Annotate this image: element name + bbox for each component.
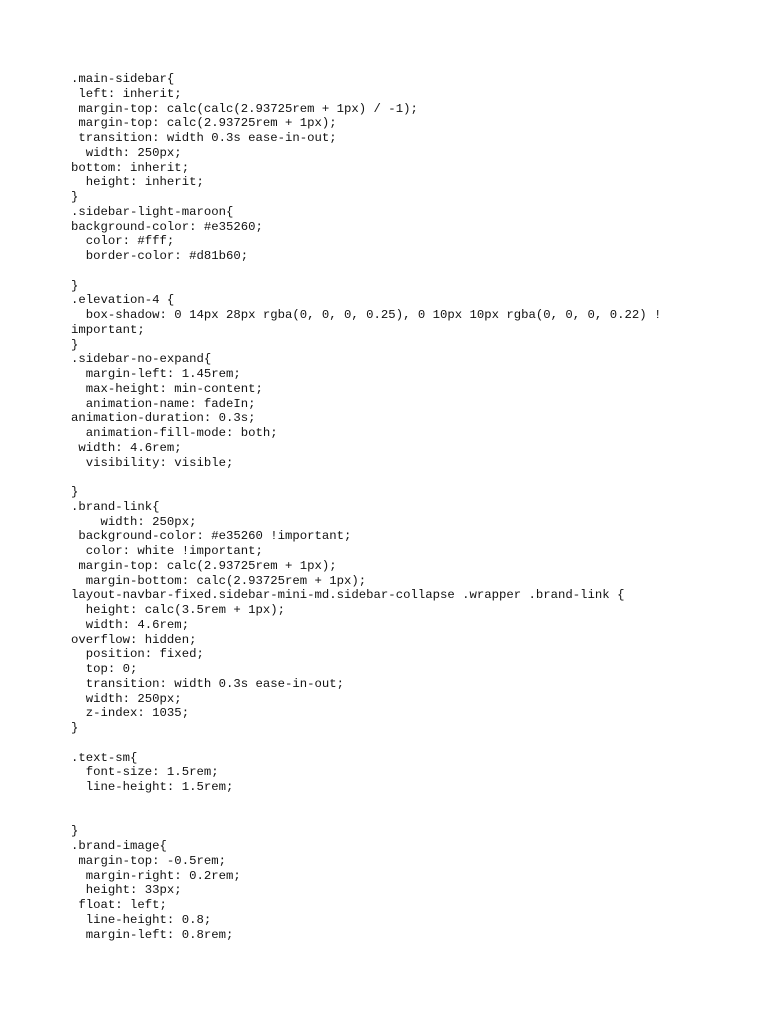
code-line: background-color: #e35260 !important; xyxy=(71,529,352,544)
code-line: .elevation-4 { xyxy=(71,293,175,308)
code-line: position: fixed; xyxy=(71,647,204,662)
code-line: bottom: inherit; xyxy=(71,160,190,175)
code-line: top: 0; xyxy=(71,662,138,676)
code-line: } xyxy=(71,337,79,352)
code-line: max-height: min-content; xyxy=(71,381,263,396)
code-line: animation-name: fadeIn; xyxy=(71,396,256,411)
code-line: box-shadow: 0 14px 28px rgba(0, 0, 0, 0.25), 0 10px 10px rgba(0, 0, 0, 0.22) ! xyxy=(71,308,662,322)
code-line xyxy=(71,264,731,279)
code-line: transition: width 0.3s ease-in-out; xyxy=(71,131,337,145)
code-line: background-color: #e35260; xyxy=(71,219,263,234)
code-line: } xyxy=(71,190,79,204)
code-line: line-height: 1.5rem; xyxy=(71,780,234,794)
code-line: font-size: 1.5rem; xyxy=(71,765,219,780)
code-line: .text-sm{ xyxy=(71,750,138,765)
code-line: .brand-image{ xyxy=(71,839,167,853)
code-line: line-height: 0.8; xyxy=(71,912,212,927)
code-line: left: inherit; xyxy=(71,86,182,101)
code-line: .main-sidebar{ xyxy=(71,72,175,86)
code-line: .sidebar-light-maroon{ xyxy=(71,204,234,219)
code-line: height: inherit; xyxy=(71,175,204,190)
code-line: } xyxy=(71,278,79,293)
code-line: transition: width 0.3s ease-in-out; xyxy=(71,676,345,691)
code-line: z-index: 1035; xyxy=(71,706,190,721)
code-line: } xyxy=(71,824,79,839)
code-line: .brand-link{ xyxy=(71,499,160,514)
code-line: animation-duration: 0.3s; xyxy=(71,411,256,426)
code-line: margin-top: -0.5rem; xyxy=(71,853,226,868)
code-line: color: #fff; xyxy=(71,234,175,249)
code-line: margin-left: 0.8rem; xyxy=(71,927,234,942)
code-document xyxy=(71,72,731,942)
code-line: margin-top: calc(2.93725rem + 1px); xyxy=(71,558,337,573)
code-line: margin-right: 0.2rem; xyxy=(71,868,241,883)
code-line: .sidebar-no-expand{ xyxy=(71,352,212,367)
code-line xyxy=(71,795,731,810)
code-line: margin-top: calc(calc(2.93725rem + 1px) / -1); xyxy=(71,101,418,116)
code-line xyxy=(71,810,731,825)
code-line: margin-left: 1.45rem; xyxy=(71,367,241,381)
code-line: } xyxy=(71,485,79,499)
code-line: width: 4.6rem; xyxy=(71,440,182,455)
code-line: layout-navbar-fixed.sidebar-mini-md.sidebar-collapse .wrapper .brand-link { xyxy=(71,588,625,603)
code-line: animation-fill-mode: both; xyxy=(71,426,278,440)
code-line: border-color: #d81b60; xyxy=(71,249,249,263)
code-line: width: 250px; xyxy=(71,514,197,529)
code-line: } xyxy=(71,721,79,735)
code-line: important; xyxy=(71,322,145,337)
code-line xyxy=(71,736,731,751)
code-line: width: 4.6rem; xyxy=(71,617,190,632)
code-line: color: white !important; xyxy=(71,544,263,558)
code-line: visibility: visible; xyxy=(71,455,234,470)
code-line xyxy=(71,470,731,485)
code-line: height: 33px; xyxy=(71,883,182,898)
code-line: margin-top: calc(2.93725rem + 1px); xyxy=(71,116,337,131)
code-line: margin-bottom: calc(2.93725rem + 1px); xyxy=(71,573,367,588)
code-line: overflow: hidden; xyxy=(71,632,197,647)
code-line: height: calc(3.5rem + 1px); xyxy=(71,603,286,617)
code-line: float: left; xyxy=(71,898,167,912)
code-line: width: 250px; xyxy=(71,691,182,706)
code-line: width: 250px; xyxy=(71,145,182,160)
